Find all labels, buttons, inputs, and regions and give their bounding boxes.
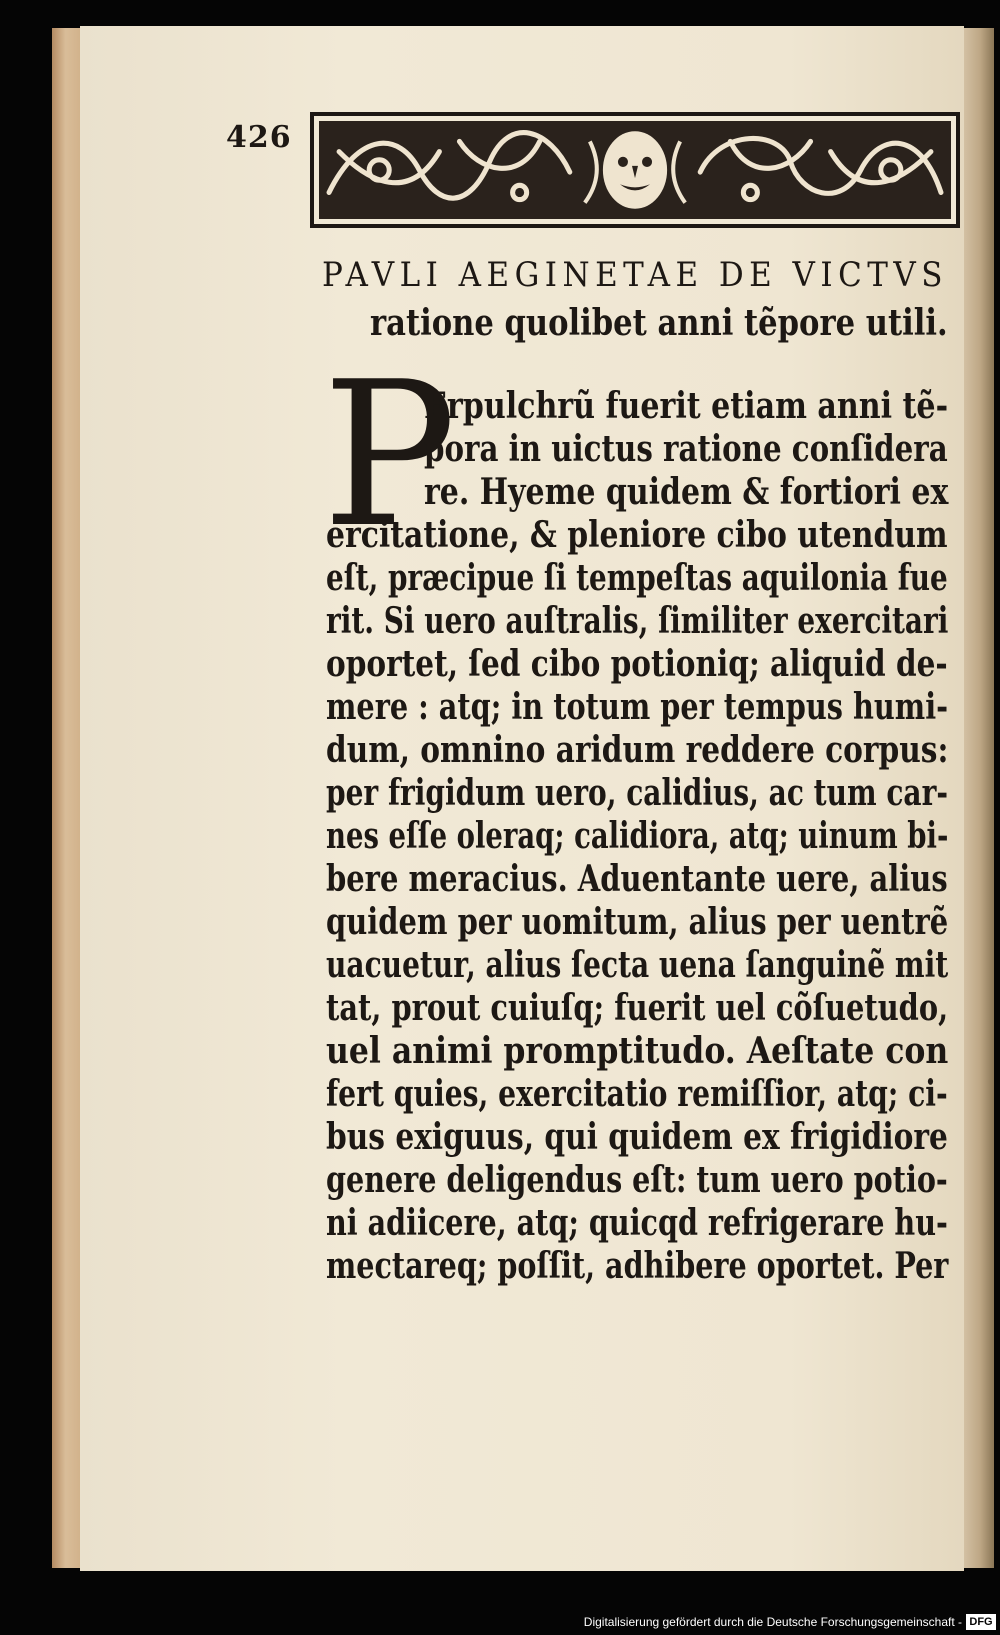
text-line: eſt, præcipue ſi tempeſtas aquilonia fue <box>326 557 948 599</box>
drop-cap-initial: P <box>322 339 457 572</box>
text-line: rit. Si uero auſtralis, ſimiliter exercitari <box>326 600 949 642</box>
headpiece-ornament-icon <box>319 121 951 219</box>
text-line: per frigidum uero, calidius, ac tum car- <box>326 772 948 814</box>
footer-credit: Digitalisierung gefördert durch die Deutsche Forschungsgemeinschaft - <box>583 1615 962 1629</box>
text-line: re. Hyeme quidem & fortiori ex <box>424 471 949 513</box>
text-line: ercitatione, & pleniore cibo utendum <box>326 514 948 556</box>
text-line: quidem per uomitum, alius per uentrẽ <box>326 901 949 943</box>
book-edge-right <box>960 28 994 1568</box>
text-line: fert quies, exercitatio remiſſior, atq; ci- <box>326 1073 948 1115</box>
chapter-heading: PAVLI AEGINETAE DE VICTVS <box>322 255 948 295</box>
text-line: ni adiicere, atq; quicqd refrigerare hu- <box>326 1202 948 1244</box>
text-line: genere deligendus eſt: tum uero potio- <box>326 1159 948 1201</box>
text-line: nes eſſe oleraq; calidiora, atq; uinum bi- <box>326 815 949 857</box>
dfg-logo: DFG <box>966 1614 996 1630</box>
text-line: uacuetur, alius ſecta uena ſanguinẽ mit <box>326 944 949 986</box>
text-line: mectareq; poſſit, adhibere oportet. Per <box>326 1245 949 1287</box>
text-line: mere : atq; in totum per tempus humi- <box>326 686 949 728</box>
text-line: pora in uictus ratione conſidera <box>424 428 948 470</box>
page-number: 426 <box>226 120 292 155</box>
text-line: oportet, ſed cibo potioniq; aliquid de- <box>326 643 948 685</box>
text-line: uel animi promptitudo. Aeſtate con <box>326 1030 949 1072</box>
chapter-subheading: ratione quolibet anni tẽpore utili. <box>370 302 948 344</box>
ornamental-headpiece <box>310 112 960 228</box>
text-line: bus exiguus, qui quidem ex frigidiore <box>326 1116 948 1158</box>
text-line: bere meracius. Aduentante uere, alius <box>326 858 948 900</box>
text-line: tat, prout cuiuſq; fuerit uel cõſuetudo, <box>326 987 949 1029</box>
text-line: Erpulchrũ fuerit etiam anni tẽ- <box>424 385 949 427</box>
text-line: dum, omnino aridum reddere corpus: <box>326 729 949 771</box>
